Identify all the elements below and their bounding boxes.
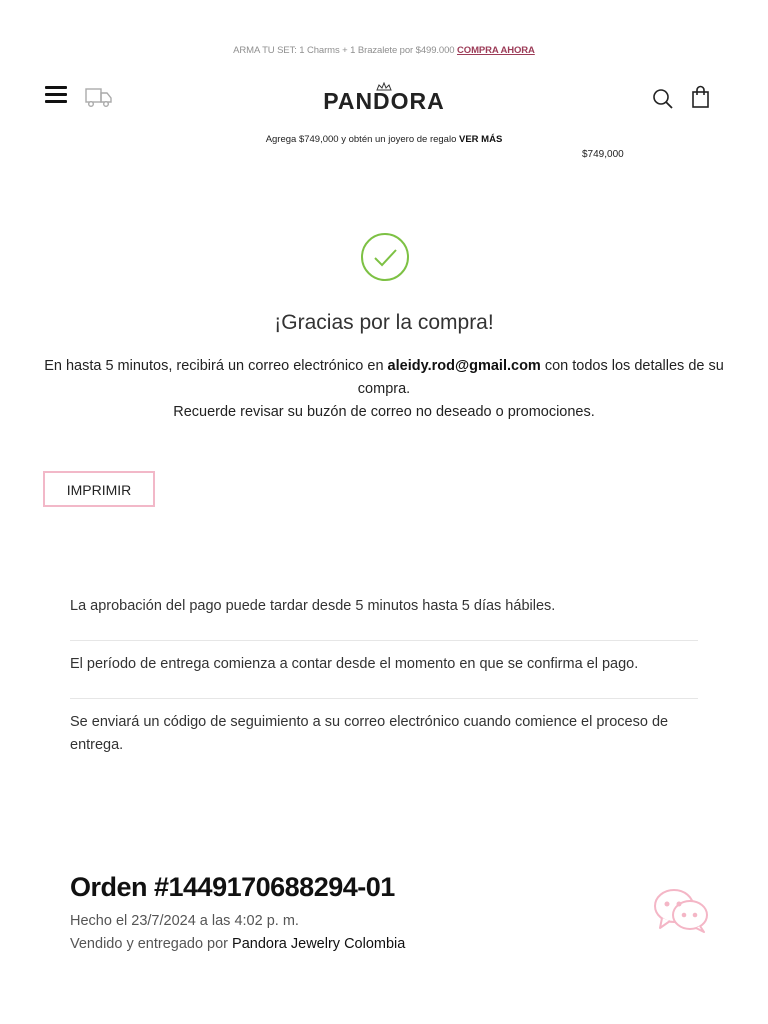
info-list <box>70 583 698 779</box>
shopping-bag-icon[interactable] <box>691 85 711 114</box>
promo-banner <box>0 45 768 56</box>
confirmation-message <box>30 355 738 424</box>
promo-cta-link[interactable]: COMPRA AHORA <box>457 45 535 56</box>
order-meta <box>70 910 405 956</box>
customer-email: aleidy.rod@gmail.com <box>387 358 541 374</box>
confirmation-line1-end: con todos los detalles de su compra. <box>357 358 724 397</box>
info-payment-approval: La aprobación del pago puede tardar desde 5 minutos hasta 5 días hábiles. <box>70 583 698 641</box>
info-delivery-period: El período de entrega comienza a contar desde el momento en que se confirma el pago. <box>70 641 698 699</box>
gift-offer-link[interactable]: VER MÁS <box>459 134 503 145</box>
pandora-logo[interactable]: PANDORA <box>323 88 445 114</box>
gift-offer-text: Agrega $749,000 y obtén un joyero de regalo <box>265 134 459 145</box>
promo-text: ARMA TU SET: 1 Charms + 1 Brazalete por $499.000 <box>233 45 458 56</box>
chat-icon[interactable] <box>652 886 710 939</box>
order-title: Orden #1449170688294-01 <box>70 872 395 902</box>
thanks-title: ¡Gracias por la compra! <box>274 311 494 334</box>
gift-amount: $749,000 <box>582 149 624 160</box>
success-check-icon <box>360 232 410 287</box>
spam-reminder: Recuerde revisar su buzón de correo no deseado o promociones. <box>173 404 595 420</box>
print-button[interactable]: IMPRIMIR <box>43 471 155 507</box>
sold-by-label: Vendido y entregado por <box>70 936 233 952</box>
order-date: Hecho el 23/7/2024 a las 4:02 p. m. <box>70 913 299 929</box>
confirmation-line1-start: En hasta 5 minutos, recibirá un correo electrónico en <box>44 358 388 374</box>
gift-offer-message <box>0 134 768 145</box>
info-tracking-code: Se enviará un código de seguimiento a su correo electrónico cuando comience el proceso de entrega. <box>70 714 669 753</box>
search-icon[interactable] <box>652 88 674 115</box>
seller-name: Pandora Jewelry Colombia <box>232 936 406 952</box>
order-seller-line <box>70 933 405 956</box>
site-header <box>0 80 768 120</box>
